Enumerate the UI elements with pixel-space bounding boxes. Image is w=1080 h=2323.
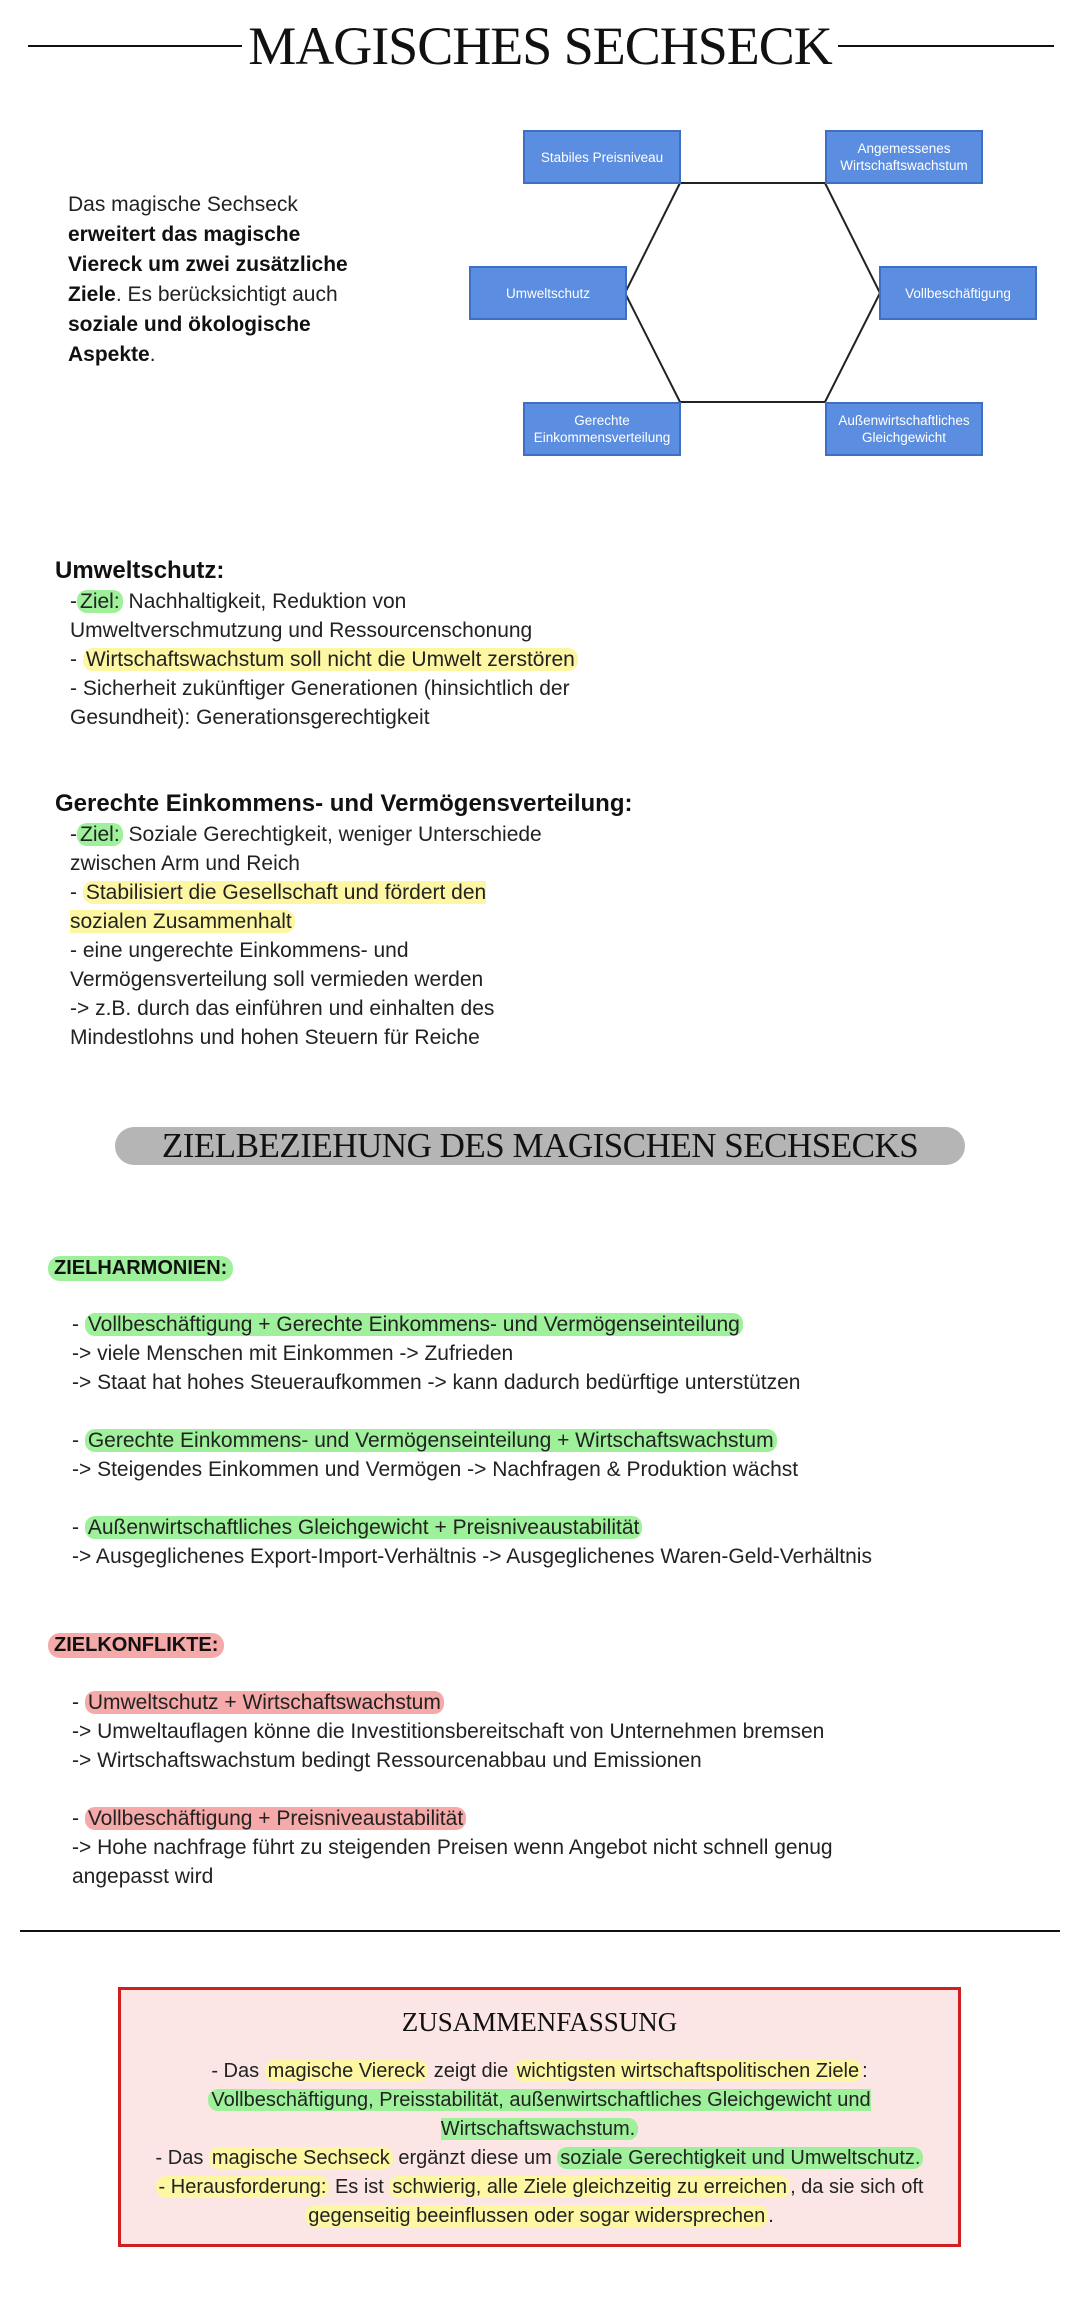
section-body: - Ziel: Nachhaltigkeit, Reduktion von Umweltverschmutzung und Ressourcenschonung - Wirtschaftswachstum soll nicht die Umwelt zerstören - Sicherheit zukünftiger Generationen (hinsichtlich der Gesundheit): Generationsgerechtigkeit	[55, 587, 615, 732]
node-gerechte-einkommensverteilung: Gerechte Einkommensverteilung	[523, 402, 681, 456]
summary-box	[118, 1987, 961, 2247]
node-aussenwirtschaftliches-gleichgewicht: Außenwirtschaftliches Gleichgewicht	[825, 402, 983, 456]
section-heading: Gerechte Einkommens- und Vermögensverteilung:	[55, 790, 633, 817]
node-stabiles-preisniveau: Stabiles Preisniveau	[523, 130, 681, 184]
page-title: MAGISCHES SECHSECK	[0, 14, 1080, 78]
zielbeziehung-banner: ZIELBEZIEHUNG DES MAGISCHEN SECHSECKS	[115, 1127, 965, 1165]
list-zielharmonien: - Vollbeschäftigung + Gerechte Einkommens- und Vermögenseinteilung -> viele Menschen mit Einkommen -> Zufrieden -> Staat hat hohes Steueraufkommen -> kann dadurch bedürftige unterstützen - Gerechte Einkommens- und Vermögenseinteilung + Wirtschaftswachstum -> Steigendes Einkommen und Vermögen -> Nachfragen & Produktion wächst - Außenwirtschaftliches Gleichgewicht + Preisniveaustabilität -> Ausgeglichenes Export-Import-Verhältnis -> Ausgeglichenes Waren-Geld-Verhältnis	[72, 1313, 872, 1568]
section-gerechte-verteilung	[55, 788, 735, 1052]
section-umweltschutz	[55, 555, 615, 732]
section-divider	[20, 1930, 1060, 1932]
section-body: - Ziel: Soziale Gerechtigkeit, weniger Unterschiede zwischen Arm und Reich - Stabilisiert die Gesellschaft und fördert den sozialen Zusammenhalt - eine ungerechte Einkommens- und Vermögensverteilung soll vermieden werden -> z.B. durch das einführen und einhalten des Mindestlohns und hohen Steuern für Reiche	[70, 823, 542, 1049]
node-vollbeschaeftigung: Vollbeschäftigung	[879, 266, 1037, 320]
label-zielkonflikte: ZIELKONFLIKTE:	[48, 1633, 224, 1658]
hexagon-diagram	[455, 120, 1055, 470]
label-zielharmonien: ZIELHARMONIEN:	[48, 1256, 233, 1281]
node-umweltschutz: Umweltschutz	[469, 266, 627, 320]
node-wirtschaftswachstum: Angemessenes Wirtschaftswachstum	[825, 130, 983, 184]
intro-text: Das magische Sechseck erweitert das magische Viereck um zwei zusätzliche Ziele. Es berücksichtigt auch soziale und ökologische Aspekte.	[68, 193, 348, 366]
list-zielkonflikte: - Umweltschutz + Wirtschaftswachstum -> Umweltauflagen könne die Investitionsbereitschaft von Unternehmen bremsen -> Wirtschaftswachstum bedingt Ressourcenabbau und Emissionen - Vollbeschäftigung + Preisniveaustabilität -> Hohe nachfrage führt zu steigenden Preisen wenn Angebot nicht schnell genug angepasst wird	[72, 1691, 833, 1888]
summary-text: - Das magische Viereck zeigt die wichtigsten wirtschaftspolitischen Ziele : Vollbeschäftigung, Preisstabilität, außenwirtschaftliches Gleichgewicht und Wirtschaftswachstum. - Das magische Sechseck ergänzt diese um soziale Gerechtigkeit und Umweltschutz. - Herausforderung: Es ist schwierig, alle Ziele gleichzeitig zu erreichen , da sie sich oft gegenseitig beeinflussen oder sogar widersprechen .	[155, 2060, 924, 2227]
summary-title: ZUSAMMENFASSUNG	[401, 2007, 678, 2037]
section-heading: Umweltschutz:	[55, 557, 225, 584]
